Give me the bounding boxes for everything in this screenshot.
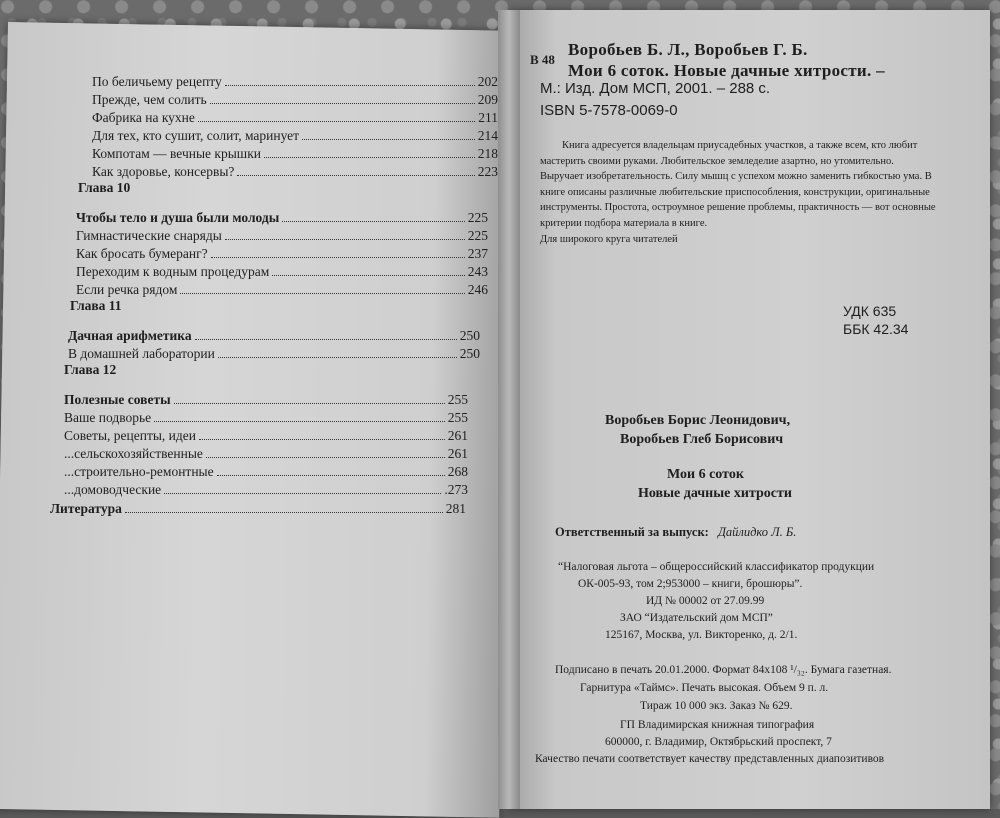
toc-entry-page: 225 [467,228,488,243]
toc-entry [64,426,468,444]
toc-entry-page: 209 [477,92,498,107]
toc-entry-title: Если речка рядом [76,282,178,297]
toc-entry-page: 255 [447,410,468,425]
toc-leader-dots [225,85,475,86]
toc-leader-dots [218,357,457,358]
toc-entry [92,144,498,162]
toc-entry-page: 261 [447,446,468,461]
toc-leader-dots [302,139,475,140]
author-full-2: Воробьев Глеб Борисович [620,432,784,447]
toc-entry-title: ...сельскохозяйственные [64,446,203,461]
chapter-heading: Глава 12 [64,362,117,377]
toc-entry [64,390,468,408]
toc-entry [76,208,488,226]
responsible-label: Ответственный за выпуск: [555,525,709,539]
responsible-name: Дайлидко Л. Б. [717,525,797,539]
toc-leader-dots [198,121,475,122]
toc-leader-dots [199,439,445,440]
print-line-1: Подписано в печать 20.01.2000. Формат 84х108 ¹/₃₂. Бумага газетная. [555,664,892,676]
toc-leader-dots [180,293,464,294]
print-line-2: Гарнитура «Таймс». Печать высокая. Объем 9 п. л. [580,682,829,694]
toc-entry-title: Компотам — вечные крышки [92,146,261,161]
toc-entry-title: Советы, рецепты, идеи [64,428,196,443]
toc-entry [92,126,498,144]
toc-entry-title: Как здоровье, консервы? [92,164,235,179]
toc-leader-dots [206,457,445,458]
tax-line-2: ОК-005-93, том 2;953000 – книги, брошюры”. [578,578,803,590]
toc-entry [64,408,468,426]
toc-leader-dots [282,221,464,222]
toc-entry-page: 211 [478,110,498,125]
toc-entry-title: Как бросать бумеранг? [76,246,208,261]
chapter-heading: Глава 11 [70,298,122,313]
toc-leader-dots [164,493,441,494]
toc-entry [68,344,480,362]
toc-entry-page: 225 [467,210,488,225]
toc-entry [76,244,488,262]
toc-entry [64,480,468,498]
toc-entry [92,90,498,108]
toc-entry-page: 268 [447,464,468,479]
toc-entry-page: 223 [477,164,498,179]
toc-leader-dots [272,275,465,276]
book-title-1: Мои 6 соток [667,467,744,482]
bbk-code: ББК 42.34 [843,321,909,337]
typo-line-3: Качество печати соответствует качеству представленных диапозитивов [535,753,885,765]
toc-entry-page: 250 [459,328,480,343]
audience: Для широкого круга читателей [540,233,678,245]
toc-entry [92,108,498,126]
toc-entry-page: 281 [445,501,466,516]
toc-leader-dots [211,257,465,258]
toc-leader-dots [210,103,475,104]
toc-entry-title: Полезные советы [64,392,171,407]
toc-entry-page: 214 [477,128,498,143]
toc-entry-title: Прежде, чем солить [92,92,207,107]
toc-entry-page: .273 [444,482,468,497]
book-spine [498,10,520,809]
tax-line-4: ЗАО “Издательский дом МСП” [620,612,773,624]
book-title-2: Новые дачные хитрости [638,486,792,501]
toc-entry-title: Ваше подворье [64,410,152,425]
typo-line-1: ГП Владимирская книжная типография [620,719,815,731]
toc-leader-dots [174,403,445,404]
toc-entry-title: Фабрика на кухне [92,110,195,125]
tax-line-5: 125167, Москва, ул. Викторенко, д. 2/1. [605,629,798,641]
toc-entry-page: 243 [467,264,488,279]
toc-entry-page: 218 [477,146,498,161]
tax-line-1: “Налоговая льгота – общероссийский классификатор продукции [558,561,875,573]
toc-entry-title: По беличьему рецепту [92,74,222,89]
toc-entry-page: 202 [477,74,498,89]
toc-leader-dots [125,512,443,513]
annotation [540,138,940,247]
toc-entry-title: Для тех, кто сушит, солит, маринует [92,128,300,143]
toc-entry-page: 255 [447,392,468,407]
publisher-line: М.: Изд. Дом МСП, 2001. – 288 с. [540,80,771,97]
toc-entry-title: Чтобы тело и душа были молоды [76,210,280,225]
toc-entry-title: Литература [50,501,122,516]
book-title-line: Мои 6 соток. Новые дачные хитрости. – [568,61,885,80]
authors-short: Воробьев Б. Л., Воробьев Г. Б. [568,40,808,59]
toc-entry-title: ...строительно-ремонтные [64,464,214,479]
toc-entry-title: ...домоводческие [64,482,162,497]
toc-leader-dots [154,421,445,422]
toc-entry-title: Переходим к водным процедурам [76,264,270,279]
typo-line-2: 600000, г. Владимир, Октябрьский проспект, 7 [605,736,832,748]
responsible-line [555,525,796,540]
toc-leader-dots [264,157,475,158]
toc-entry-title: В домашней лаборатории [68,346,215,361]
chapter-heading: Глава 10 [78,180,131,195]
toc-entry [76,226,488,244]
toc-leader-dots [237,175,474,176]
annotation-text: Книга адресуется владельцам приусадебных участков, а также всем, кто любит мастерить своими руками. Любительское земледелие азартно, но утомительно. Выручает изобретательность. Силу мышц с успехом можно заменить гибкостью ума. В книге описаны различные любительские приспособления, конструкции, оригинальные инструменты. Простота, остроумное решение проблемы, практичность — вот основные критерии подбора материала в книге. [540,140,936,229]
udk-code: УДК 635 [843,303,897,319]
toc-entry [76,280,488,298]
toc-entry [50,499,466,517]
toc-entry-title: Дачная арифметика [68,328,192,343]
library-code: В 48 [530,52,555,67]
toc-entry-page: 237 [467,246,488,261]
toc-entry [92,162,498,180]
author-full-1: Воробьев Борис Леонидович, [605,413,791,428]
tax-line-3: ИД № 00002 от 27.09.99 [646,595,765,607]
toc-entry [76,262,488,280]
toc-entry [68,326,480,344]
toc-entry-title: Гимнастические снаряды [76,228,222,243]
toc-entry [64,444,468,462]
toc-entry-page: 261 [447,428,468,443]
toc-leader-dots [217,475,445,476]
toc-entry-page: 250 [459,346,480,361]
isbn: ISBN 5-7578-0069-0 [540,102,678,119]
toc-entry-page: 246 [467,282,488,297]
toc-entry [64,462,468,480]
toc-leader-dots [225,239,465,240]
toc-entry [92,72,498,90]
print-line-3: Тираж 10 000 экз. Заказ № 629. [640,700,793,712]
toc-leader-dots [195,339,457,340]
